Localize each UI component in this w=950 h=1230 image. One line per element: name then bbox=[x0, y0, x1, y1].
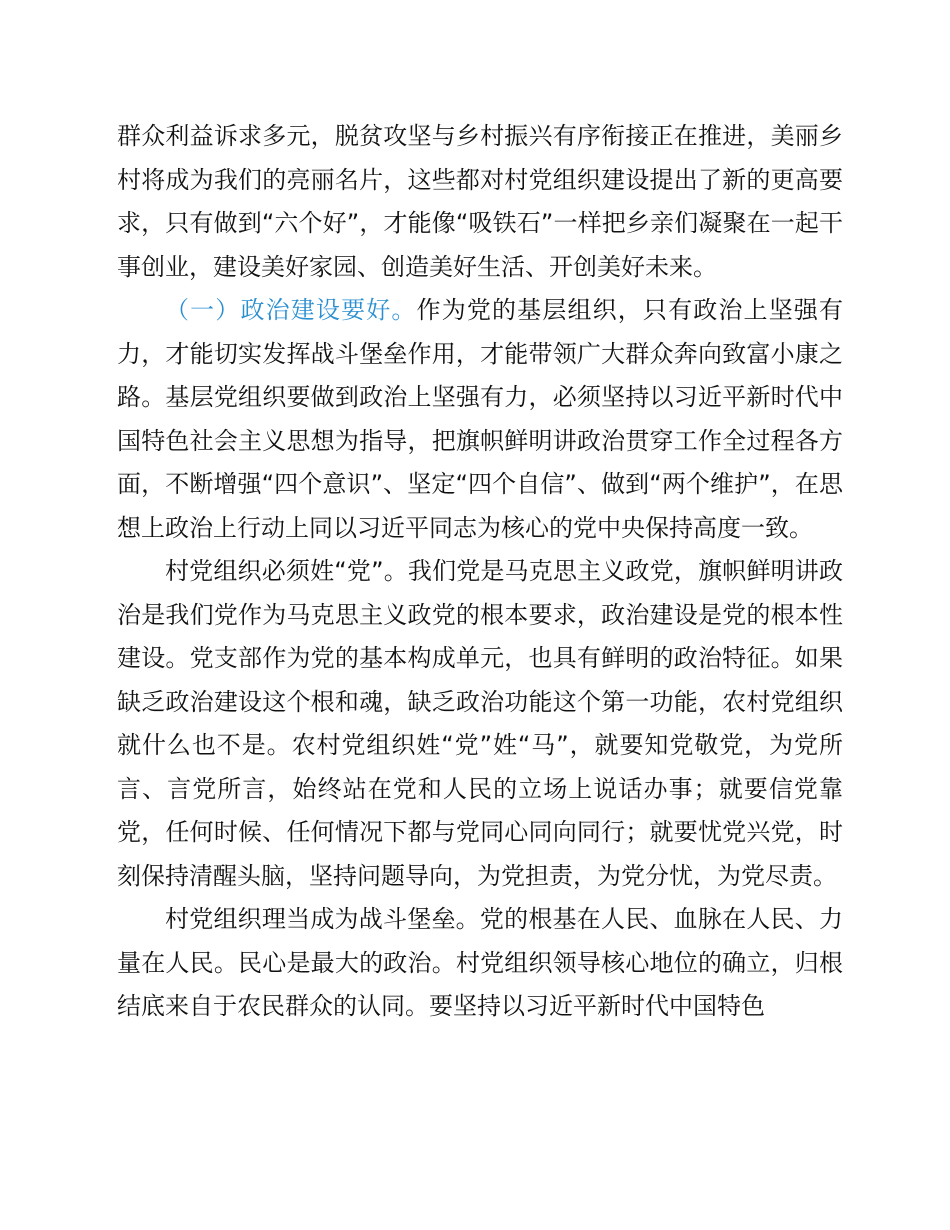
paragraph-text: 群众利益诉求多元，脱贫攻坚与乡村振兴有序衔接正在推进，美丽乡村将成为我们的亮丽名片，这些都对村党组织建设提出了新的更高要求，只有做到“六个好”，才能像“吸铁石”一样把乡亲们凝聚在一起干事创业，建设美好家园、创造美好生活、开创美好未来。 bbox=[117, 122, 843, 281]
paragraph-text: 作为党的基层组织，只有政治上坚强有力，才能切实发挥战斗堡垒作用，才能带领广大群众奔向致富小康之路。基层党组织要做到政治上坚强有力，必须坚持以习近平新时代中国特色社会主义思想为指导，把旗帜鲜明讲政治贯穿工作全过程各方面，不断增强“四个意识”、坚定“四个自信”、做到“两个维护”，在思想上政治上行动上同以习近平同志为核心的党中央保持高度一致。 bbox=[117, 296, 844, 542]
document-body bbox=[117, 115, 843, 1029]
paragraph-fighting-fortress bbox=[117, 898, 843, 1029]
paragraph-text: 村党组织理当成为战斗堡垒。党的根基在人民、血脉在人民、力量在人民。民心是最大的政治。村党组织领导核心地位的确立，归根结底来自于农民群众的认同。要坚持以习近平新时代中国特色 bbox=[117, 905, 843, 1020]
paragraph-political-construction bbox=[117, 289, 843, 550]
section-heading: （一）政治建设要好。 bbox=[165, 296, 417, 324]
paragraph-surnamed-party bbox=[117, 550, 843, 898]
paragraph-intro bbox=[117, 115, 843, 289]
paragraph-text: 村党组织必须姓“党”。我们党是马克思主义政党，旗帜鲜明讲政治是我们党作为马克思主义政党的根本要求，政治建设是党的根本性建设。党支部作为党的基本构成单元，也具有鲜明的政治特征。如果缺乏政治建设这个根和魂，缺乏政治功能这个第一功能，农村党组织就什么也不是。农村党组织姓“党”姓“马”，就要知党敬党，为党所言、言党所言，始终站在党和人民的立场上说话办事；就要信党靠党，任何时候、任何情况下都与党同心同向同行；就要忧党兴党，时刻保持清醒头脑，坚持问题导向，为党担责，为党分忧，为党尽责。 bbox=[117, 557, 843, 890]
